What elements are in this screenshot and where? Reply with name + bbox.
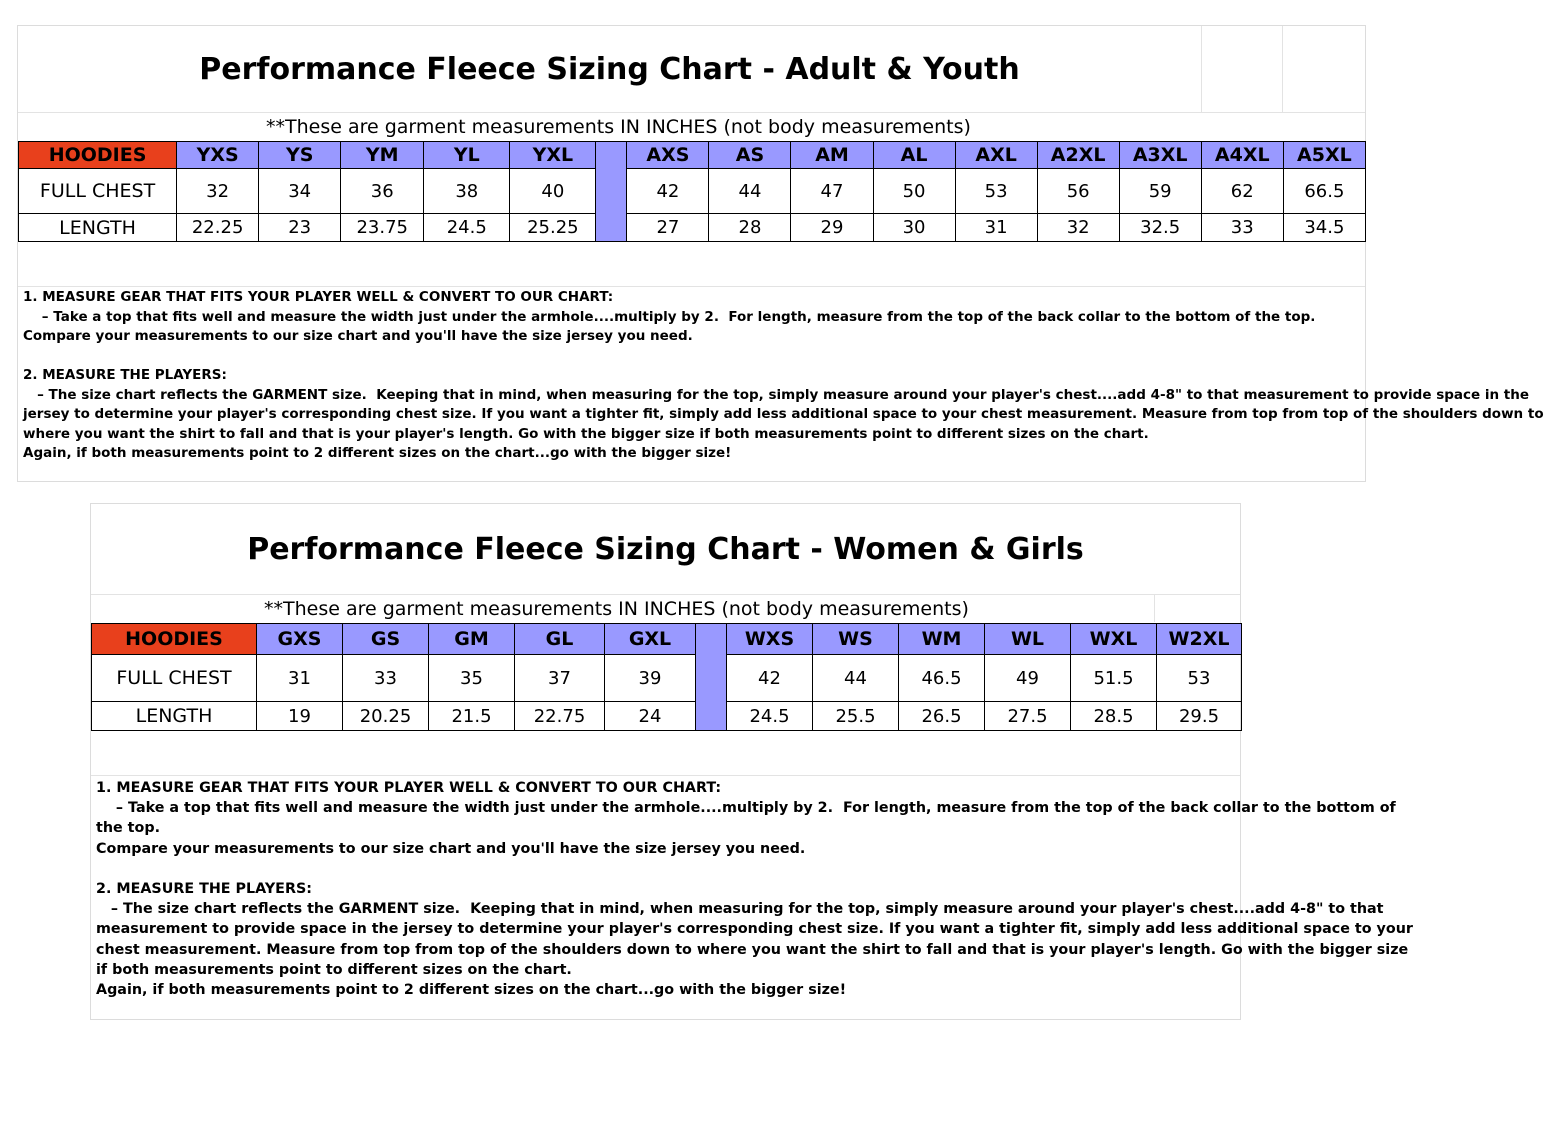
instruction-line: 1. MEASURE GEAR THAT FITS YOUR PLAYER WELL & CONVERT TO OUR CHART:	[23, 289, 614, 305]
table-header-row	[19, 142, 1366, 169]
table-cell: 40	[510, 169, 596, 214]
table-cell: 19	[257, 702, 343, 731]
table-cell: 34	[259, 169, 341, 214]
table-cell: 53	[955, 169, 1037, 214]
table-cell: 39	[605, 655, 696, 702]
table-cell: 46.5	[899, 655, 985, 702]
table-cell: 27.5	[985, 702, 1071, 731]
table-cell: 42	[727, 655, 813, 702]
size-header: A5XL	[1283, 142, 1365, 169]
size-header: WM	[899, 624, 985, 655]
measurement-note: **These are garment measurements IN INCHES (not body measurements)	[266, 116, 971, 138]
size-header: W2XL	[1157, 624, 1242, 655]
gridline	[1154, 594, 1155, 622]
table-row-full-chest	[92, 655, 1242, 702]
table-cell: 24.5	[727, 702, 813, 731]
row-label: FULL CHEST	[19, 169, 177, 214]
table-cell: 31	[955, 214, 1037, 242]
instruction-line: measurement to provide space in the jersey to determine your player's corresponding chest size. If you want a tighter fit, simply add less additional space to your	[96, 921, 1413, 938]
instruction-line: Again, if both measurements point to 2 different sizes on the chart...go with the bigger size!	[96, 981, 847, 998]
table-cell: 44	[709, 169, 791, 214]
instruction-line: Again, if both measurements point to 2 different sizes on the chart...go with the bigger size!	[23, 445, 732, 461]
table-cell: 35	[429, 655, 515, 702]
table-cell: 49	[985, 655, 1071, 702]
table-cell: 59	[1119, 169, 1201, 214]
gridline	[18, 286, 1365, 287]
table-cell: 25.5	[813, 702, 899, 731]
instruction-line: 2. MEASURE THE PLAYERS:	[23, 367, 227, 383]
size-header: A4XL	[1201, 142, 1283, 169]
instruction-line: 1. MEASURE GEAR THAT FITS YOUR PLAYER WELL & CONVERT TO OUR CHART:	[96, 780, 722, 796]
page-title: Performance Fleece Sizing Chart - Women & Girls	[247, 532, 1084, 567]
size-header: AL	[873, 142, 955, 169]
size-header: AM	[791, 142, 873, 169]
women-size-table	[91, 623, 1242, 731]
table-cell: 36	[341, 169, 424, 214]
table-cell: 32	[1037, 214, 1119, 242]
table-cell: 29	[791, 214, 873, 242]
adult-size-table	[18, 141, 1366, 242]
table-cell: 28	[709, 214, 791, 242]
instruction-line: Compare your measurements to our size chart and you'll have the size jersey you need.	[96, 840, 806, 857]
size-header: AXS	[627, 142, 709, 169]
table-cell: 56	[1037, 169, 1119, 214]
table-cell: 21.5	[429, 702, 515, 731]
gridline	[1282, 26, 1283, 112]
table-cell: 34.5	[1283, 214, 1365, 242]
row-label: LENGTH	[19, 214, 177, 242]
table-cell: 32.5	[1119, 214, 1201, 242]
size-header: A3XL	[1119, 142, 1201, 169]
table-cell: 47	[791, 169, 873, 214]
instruction-line: the top.	[96, 820, 161, 837]
row-label: LENGTH	[92, 702, 257, 731]
instruction-line: jersey to determine your player's corresponding chest size. If you want a tighter fit, simply add less additional space to your chest measurement. Measure from top from top of the shoulders down to	[23, 406, 1544, 422]
size-header: WL	[985, 624, 1071, 655]
table-cell: 66.5	[1283, 169, 1365, 214]
table-row-length	[92, 702, 1242, 731]
instruction-line	[23, 347, 1544, 367]
table-cell: 32	[177, 169, 259, 214]
instruction-line: Compare your measurements to our size chart and you'll have the size jersey you need.	[23, 328, 693, 344]
instruction-line: where you want the shirt to fall and that is your player's length. Go with the bigger size if both measurements point to different sizes on the chart.	[23, 425, 1149, 442]
table-cell: 31	[257, 655, 343, 702]
size-header: AS	[709, 142, 791, 169]
table-cell: 24	[605, 702, 696, 731]
size-header: YXS	[177, 142, 259, 169]
table-cell: 28.5	[1071, 702, 1157, 731]
instruction-line: – Take a top that fits well and measure the width just under the armhole....multiply by 2. For length, measure from the top of the back collar to the bottom of	[96, 800, 1396, 817]
table-header-row	[92, 624, 1242, 655]
instruction-line: – The size chart reflects the GARMENT size. Keeping that in mind, when measuring for the top, simply measure around your player's chest....add 4-8" to that	[96, 901, 1384, 918]
measuring-instructions	[23, 288, 1544, 464]
table-cell: 42	[627, 169, 709, 214]
instruction-line: if both measurements point to different sizes on the chart.	[96, 961, 572, 978]
table-cell: 33	[343, 655, 429, 702]
size-header: WXL	[1071, 624, 1157, 655]
table-cell: 29.5	[1157, 702, 1242, 731]
size-header: GXL	[605, 624, 696, 655]
table-cell: 30	[873, 214, 955, 242]
size-header: YS	[259, 142, 341, 169]
size-header: A2XL	[1037, 142, 1119, 169]
instruction-line: chest measurement. Measure from top from top of the shoulders down to where you want the shirt to fall and that is your player's length. Go with the bigger size	[96, 941, 1409, 958]
women-girls-sizing-sheet	[90, 503, 1413, 1020]
table-cell: 23.75	[341, 214, 424, 242]
gridline	[91, 775, 1240, 776]
table-cell: 44	[813, 655, 899, 702]
table-cell: 26.5	[899, 702, 985, 731]
table-row-full-chest	[19, 169, 1366, 214]
table-cell: 33	[1201, 214, 1283, 242]
measurement-note: **These are garment measurements IN INCHES (not body measurements)	[264, 598, 969, 620]
gridline	[91, 594, 1240, 595]
measuring-instructions	[96, 778, 1413, 1000]
youth-adult-separator	[596, 142, 627, 242]
girls-women-separator	[696, 624, 727, 731]
table-cell: 38	[424, 169, 510, 214]
table-cell: 20.25	[343, 702, 429, 731]
table-cell: 22.25	[177, 214, 259, 242]
gridline	[1201, 26, 1202, 112]
instruction-line	[96, 859, 1413, 879]
table-cell: 53	[1157, 655, 1242, 702]
size-header: GL	[515, 624, 605, 655]
size-header: YL	[424, 142, 510, 169]
table-row-length	[19, 214, 1366, 242]
row-label: FULL CHEST	[92, 655, 257, 702]
table-cell: 24.5	[424, 214, 510, 242]
gridline	[18, 112, 1365, 113]
table-cell: 37	[515, 655, 605, 702]
instruction-line: 2. MEASURE THE PLAYERS:	[96, 880, 312, 897]
adult-youth-sizing-sheet	[17, 25, 1544, 482]
table-cell: 62	[1201, 169, 1283, 214]
instruction-line: – The size chart reflects the GARMENT size. Keeping that in mind, when measuring for the top, simply measure around your player's chest....add 4-8" to that measurement to provide space in the	[23, 386, 1530, 403]
size-header: GS	[343, 624, 429, 655]
hoodies-label: HOODIES	[92, 624, 257, 655]
size-header: GM	[429, 624, 515, 655]
table-cell: 50	[873, 169, 955, 214]
size-header: WXS	[727, 624, 813, 655]
size-header: YXL	[510, 142, 596, 169]
table-cell: 23	[259, 214, 341, 242]
table-cell: 51.5	[1071, 655, 1157, 702]
page-title: Performance Fleece Sizing Chart - Adult & Youth	[199, 52, 1020, 87]
table-cell: 25.25	[510, 214, 596, 242]
table-cell: 27	[627, 214, 709, 242]
size-header: WS	[813, 624, 899, 655]
instruction-line: – Take a top that fits well and measure the width just under the armhole....multiply by 2. For length, measure from the top of the back collar to the bottom of the top.	[23, 308, 1316, 325]
size-header: YM	[341, 142, 424, 169]
table-cell: 22.75	[515, 702, 605, 731]
size-header: AXL	[955, 142, 1037, 169]
size-header: GXS	[257, 624, 343, 655]
hoodies-label: HOODIES	[19, 142, 177, 169]
